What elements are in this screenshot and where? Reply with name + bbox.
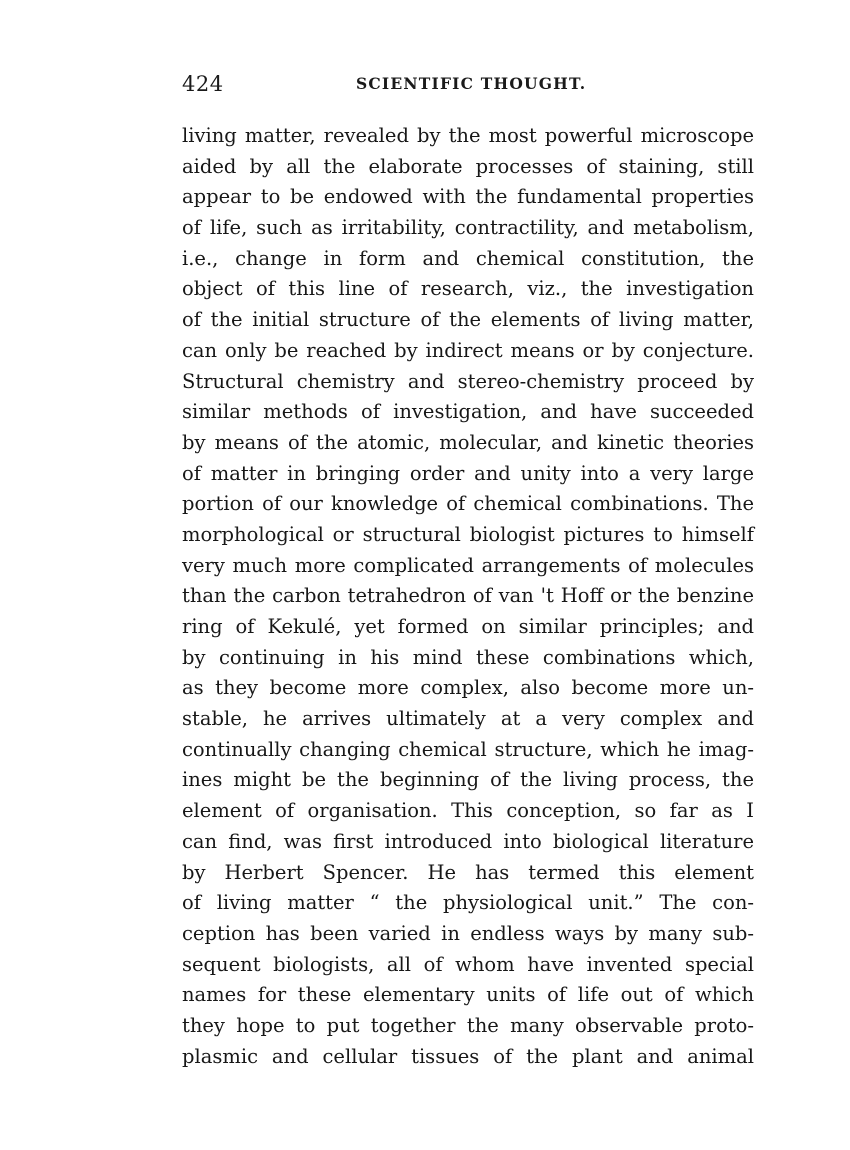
text-line: they hope to put together the many observable proto- [182, 1013, 754, 1037]
text-line: i.e., change in form and chemical constitution, the [182, 246, 754, 270]
text-line: by Herbert Spencer. He has termed this element [182, 860, 754, 884]
text-line: ception has been varied in endless ways by many sub- [182, 921, 754, 945]
text-line: stable, he arrives ultimately at a very complex and [182, 707, 754, 731]
text-line: as they become more complex, also become more un- [182, 676, 754, 700]
text-line: ines might be the beginning of the living process, the [182, 768, 754, 792]
text-line: continually changing chemical structure, which he imag- [182, 737, 754, 761]
text-line: of living matter “ the physiological unit.” The con- [182, 891, 754, 915]
text-line: morphological or structural biologist pictures to himself [182, 522, 754, 546]
text-line: sequent biologists, all of whom have invented special [182, 952, 754, 976]
text-line: names for these elementary units of life out of which [182, 983, 754, 1007]
text-line: very much more complicated arrangements of molecules [182, 553, 754, 577]
text-line: of the initial structure of the elements of living matter, [182, 308, 754, 332]
text-line: of matter in bringing order and unity into a very large [182, 461, 754, 485]
text-line: object of this line of research, viz., the investigation [182, 277, 754, 301]
running-title: SCIENTIFIC THOUGHT. [356, 74, 587, 93]
text-line: element of organisation. This conception, so far as I [182, 799, 754, 823]
text-line: Structural chemistry and stereo-chemistry proceed by [182, 369, 754, 393]
text-line: portion of our knowledge of chemical combinations. The [182, 492, 754, 516]
text-line: can only be reached by indirect means or by conjecture. [182, 338, 754, 362]
text-line: aided by all the elaborate processes of staining, still [182, 154, 754, 178]
page-number: 424 [182, 72, 224, 96]
text-line: than the carbon tetrahedron of van 't Hoff or the benzine [182, 584, 754, 608]
text-line: can find, was first introduced into biological literature [182, 829, 754, 853]
running-head [182, 72, 754, 102]
text-line: ring of Kekulé, yet formed on similar principles; and [182, 615, 754, 638]
text-line: by means of the atomic, molecular, and kinetic theories [182, 430, 754, 454]
text-line: appear to be endowed with the fundamental properties [182, 185, 754, 209]
text-line: similar methods of investigation, and have succeeded [182, 400, 754, 424]
text-line: living matter, revealed by the most powerful microscope [182, 124, 754, 147]
body-text [182, 121, 754, 1072]
text-line: of life, such as irritability, contractility, and metabolism, [182, 216, 754, 240]
text-line: by continuing in his mind these combinations which, [182, 645, 754, 669]
text-line: plasmic and cellular tissues of the plant and animal [182, 1044, 754, 1068]
